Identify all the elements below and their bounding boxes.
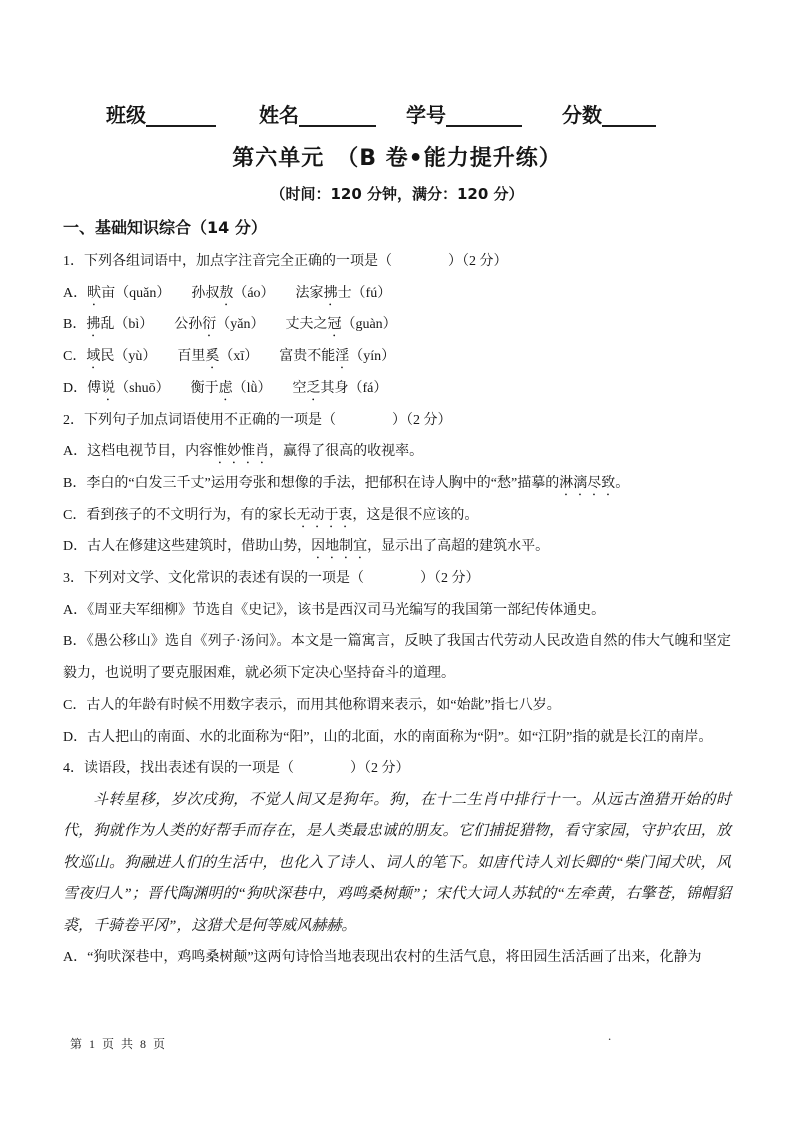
text-segment: 。 [615,475,630,491]
q3-option-c [63,690,731,722]
text-segment: 1．下列各组词语中，加点字注音完全正确的一项是（ ）（2 分） [63,254,508,269]
text-segment: （guàn） [341,317,397,333]
emphasized-text: 淫 [335,349,350,365]
score-blank-underline [602,104,656,127]
text-segment: 亩（quǎn） 孙叔 [101,285,220,301]
paper-subtitle: （时间：120 分钟，满分：120 分） [270,185,524,203]
paper-title: 第六单元 （B 卷•能力提升练） [232,146,562,171]
text-segment: B．《愚公移山》选自《列子·汤问》。本文是一篇寓言，反映了我国古代劳动人民改造自然的伟大气魄和坚定毅力，也说明了要克服困难，就必须下定决心坚持奋斗的道理。 [63,634,731,682]
name-blank-underline [299,104,376,127]
emphasized-text: 敖 [219,285,234,301]
text-segment: 民（yù） 百里 [100,349,206,365]
emphasized-text: 冠 [327,317,342,333]
emphasized-text: 衍 [202,317,217,333]
student-info-row [106,103,731,127]
q2-option-b [63,468,731,500]
text-segment: C．古人的年龄有时候不用数字表示，而用其他称谓来表示，如“始龀”指七八岁。 [63,697,561,713]
text-segment: B． [63,317,87,333]
text-segment: A．“狗吠深巷中，鸡鸣桑树颠”这两句诗恰当地表现出农村的生活气息，将田园生活活画了出来，化静为 [63,950,702,966]
text-segment: ，赢得了很高的收视率。 [269,444,424,460]
text-segment: （yǎn） 丈夫之 [216,317,328,333]
q3-stem [63,563,731,595]
q2-option-d [63,531,731,563]
q1-option-d [63,373,731,405]
q1-option-a [63,278,731,310]
text-segment: （xī） 富贵不能 [219,349,336,365]
text-segment: D．古人把山的南面、水的北面称为“阳”，山的北面，水的南面称为“阴”。如“江阴”指的就是长江的南岸。 [63,729,713,745]
q1-stem [63,246,731,278]
text-segment: A．《周亚夫军细柳》节选自《史记》，该书是西汉司马光编写的我国第一部纪传体通史。 [63,602,606,618]
emphasized-text: 拂 [86,317,101,333]
q1-option-b [63,309,731,341]
text-segment: B．李白的“白发三千丈”运用夸张和想像的手法，把郁积在诗人胸中的“愁”描摹的 [63,475,560,491]
emphasized-text: 无动于衷 [296,507,353,523]
emphasized-text: 拂 [323,285,338,301]
text-segment: （yín） [349,349,396,365]
text-segment: 其身（fá） [320,380,388,396]
emphasized-text: 淋漓尽致 [559,475,616,491]
text-segment: 士（fú） [337,285,392,301]
emphasized-text: 畎 [87,285,102,301]
emphasized-text: 说 [101,380,116,396]
emphasized-text: 乏 [306,380,321,396]
page-number-footer: 第 1 页 共 8 页 [70,1037,168,1051]
q4-option-a [63,942,731,974]
q4-passage [63,785,731,943]
score-label: 分数 [562,103,602,127]
class-field [106,103,216,127]
text-segment: 3．下列对文学、文化常识的表述有误的一项是（ ）（2 分） [63,571,480,587]
score-field [562,103,656,127]
emphasized-text: 惟妙惟肖 [213,444,270,460]
text-segment: （áo） 法家 [233,285,324,301]
emphasized-text: 奚 [205,349,220,365]
emphasized-text: 虑 [218,380,233,396]
text-segment: 乱（bì） 公孙 [100,317,203,333]
text-segment: （lǜ） 空 [232,380,307,396]
student-number-field [406,103,522,127]
q3-option-d [63,722,731,754]
q3-option-b [63,626,731,689]
stray-dot-mark: . [608,1028,612,1043]
text-segment: 斗转星移，岁次戌狗，不觉人间又是狗年。狗，在十二生肖中排行十一。从远古渔猎开始的时代，狗就作为人类的好帮手而存在，是人类最忠诚的朋友。它们捕捉猎物，看守家园，守护农田，放牧巡山。狗融进人们的生活中，也化入了诗人、词人的笔下。如唐代诗人刘长卿的“柴门闻犬吠，风雪夜归人”；晋代陶渊明的“狗吠深巷中，鸡鸣桑树颠”；宋代大词人苏轼的“左牵黄，右擎苍，锦帽貂裘，千骑卷平冈”，这猎犬是何等威风赫赫。 [63,791,731,934]
section-heading: 一、基础知识综合（14 分） [63,218,267,237]
text-segment: D．傅 [63,380,102,396]
text-segment: ，这是很不应该的。 [352,507,479,523]
text-segment: C． [63,349,87,365]
text-segment: C．看到孩子的不文明行为，有的家长 [63,507,297,523]
name-label: 姓名 [259,103,299,127]
emphasized-text: 因地制宜 [311,539,368,555]
text-segment: D．古人在修建这些建筑时，借助山势， [63,539,312,555]
text-segment: （shuō） 衡于 [115,380,219,396]
q4-stem [63,753,731,785]
q3-option-a [63,595,731,627]
q1-option-c [63,341,731,373]
text-segment: ，显示出了高超的建筑水平。 [367,539,550,555]
text-segment: 4．读语段，找出表述有误的一项是（ ）（2 分） [63,761,410,777]
class-label: 班级 [106,103,146,127]
text-segment: A．这档电视节目，内容 [63,444,214,460]
student-number-blank-underline [446,104,522,127]
class-blank-underline [146,104,216,127]
body-lines [63,246,731,974]
q2-option-c [63,500,731,532]
text-segment: A． [63,285,88,301]
name-field [259,103,376,127]
q2-stem [63,405,731,437]
emphasized-text: 域 [86,349,101,365]
student-number-label: 学号 [406,103,446,127]
text-segment: 2．下列句子加点词语使用不正确的一项是（ ）（2 分） [63,412,452,428]
q2-option-a [63,436,731,468]
